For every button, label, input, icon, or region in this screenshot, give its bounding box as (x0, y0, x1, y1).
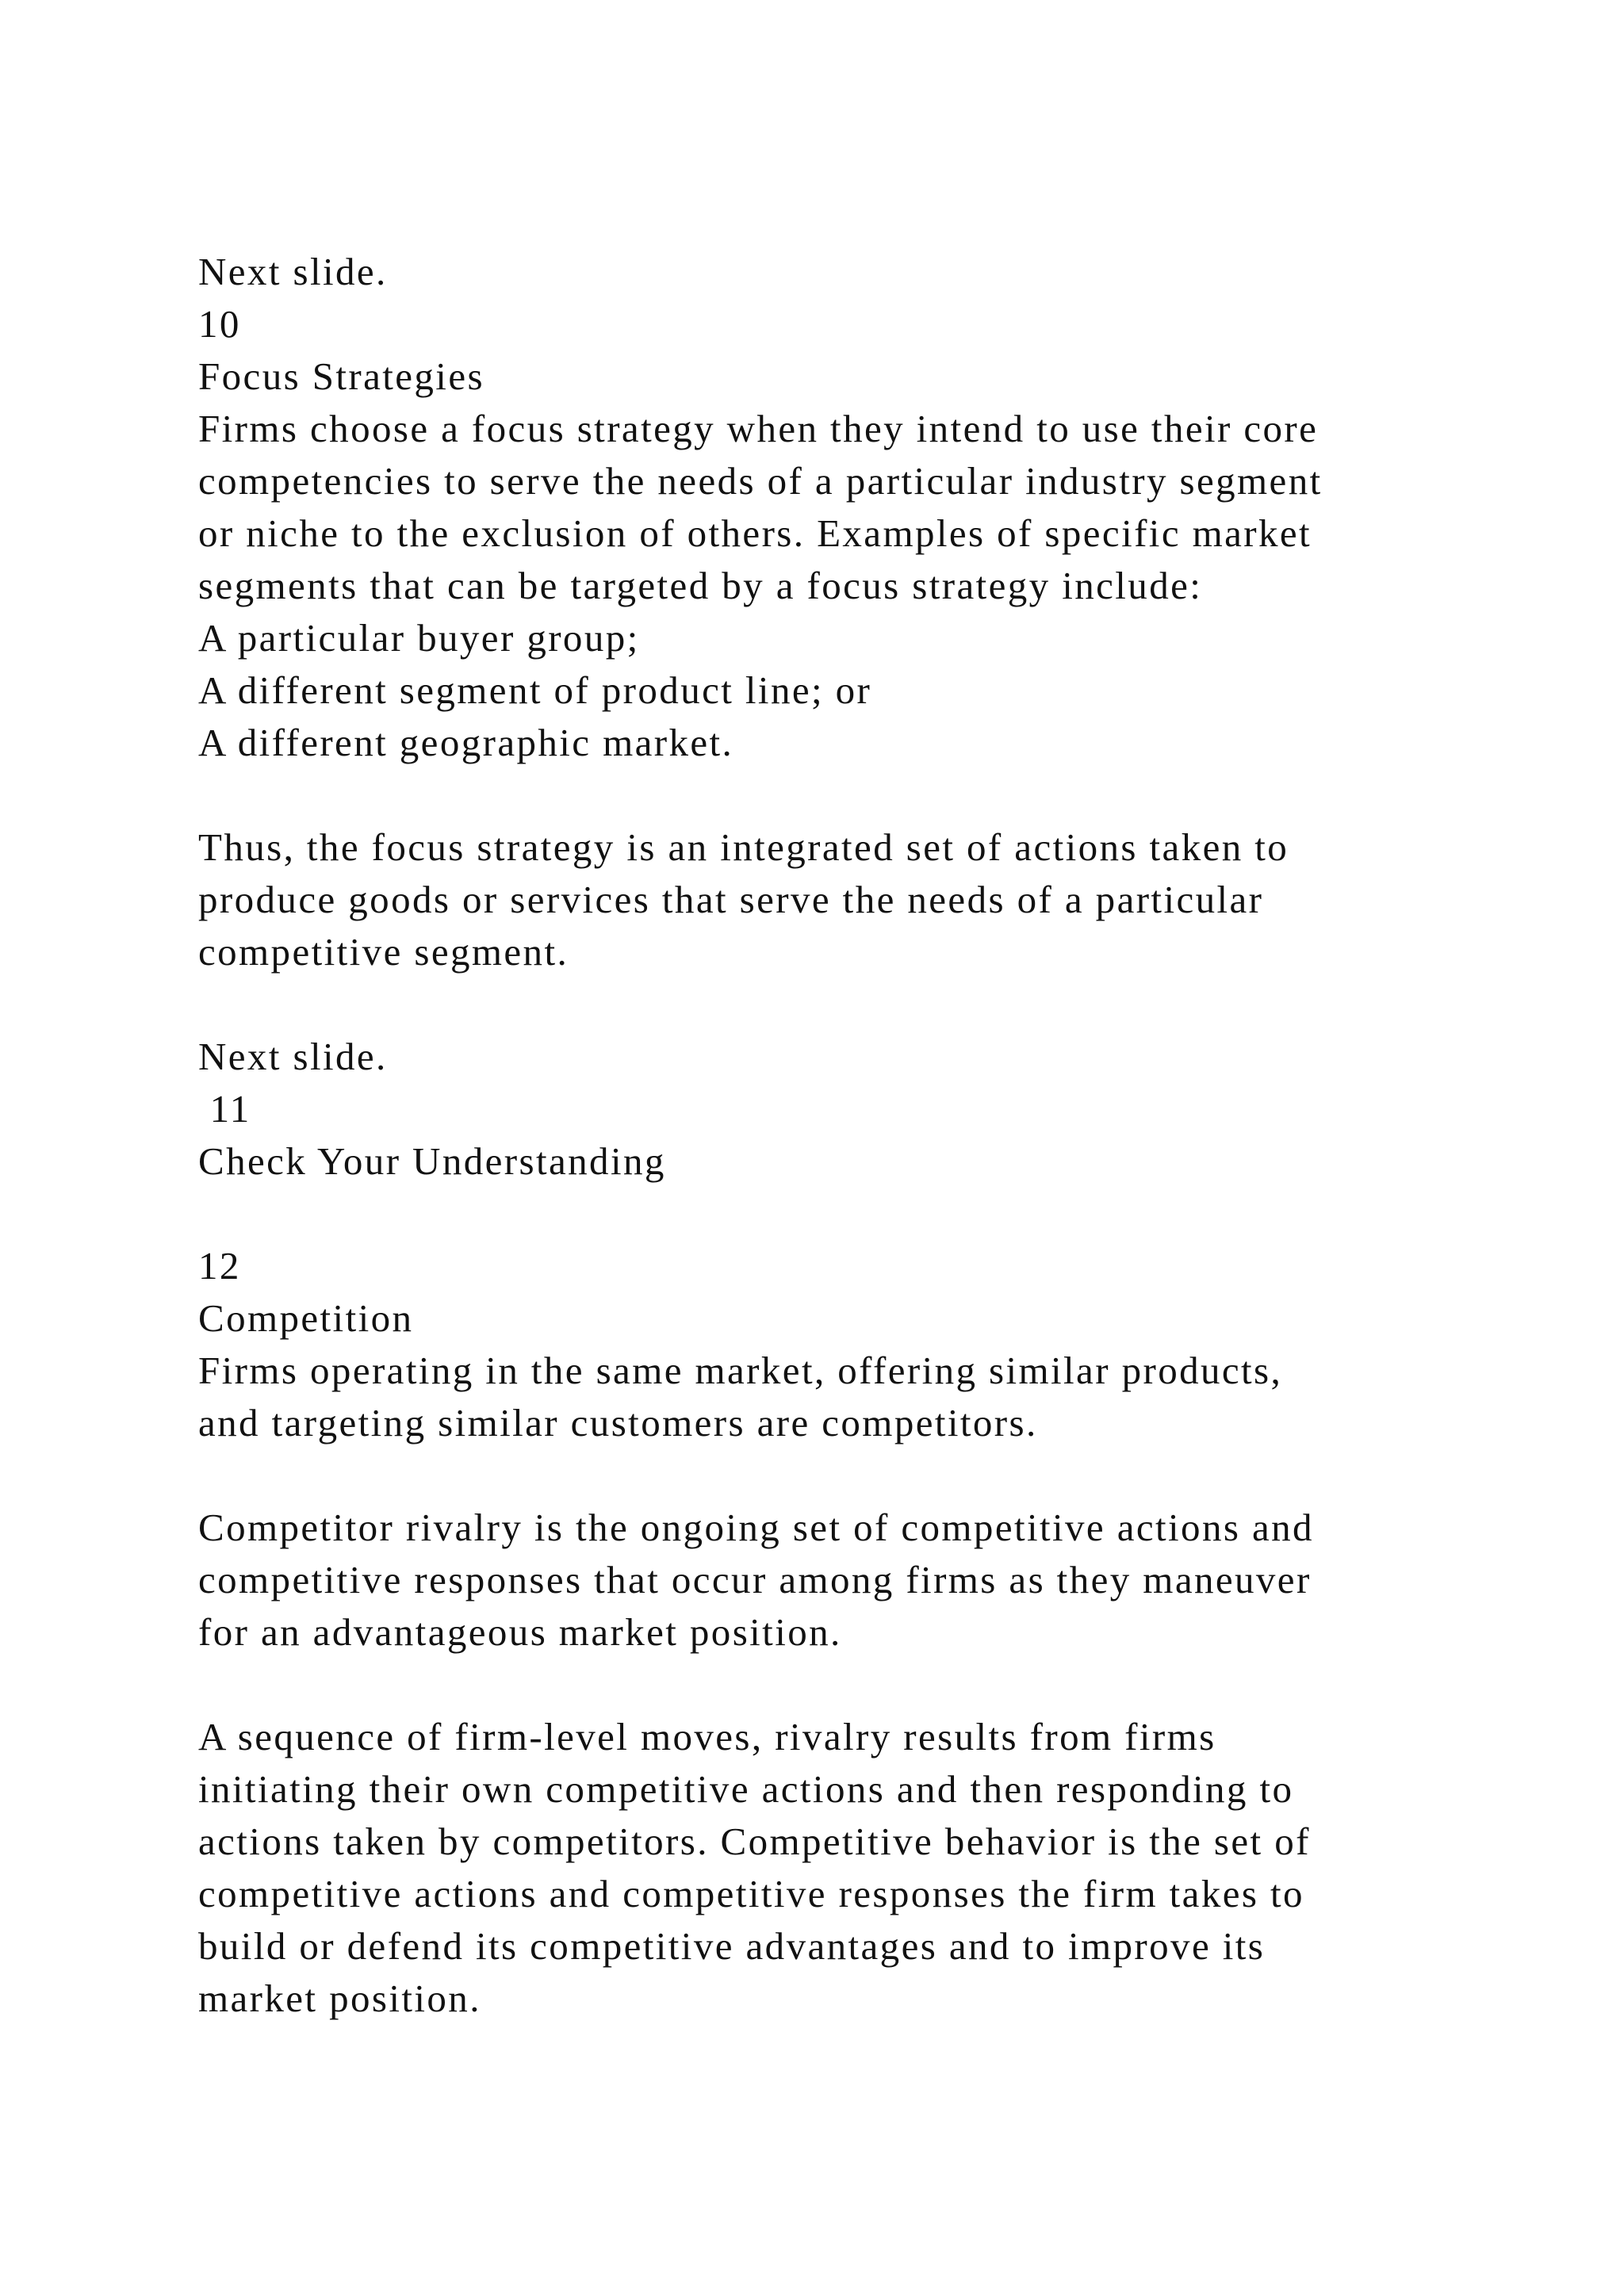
text-line: actions taken by competitors. Competitive behavior is the set of (198, 1820, 1311, 1863)
text-line: A sequence of firm-level moves, rivalry results from firms (198, 1715, 1216, 1758)
text-line: and targeting similar customers are competitors. (198, 1401, 1038, 1445)
text-line: competencies to serve the needs of a particular industry segment (198, 459, 1323, 503)
text-line: for an advantageous market position. (198, 1610, 842, 1654)
blank-line (198, 1659, 1507, 1711)
blank-line (198, 978, 1507, 1031)
text-line: Thus, the focus strategy is an integrated set of actions taken to (198, 825, 1289, 869)
text-line: segments that can be targeted by a focus strategy include: (198, 564, 1203, 607)
text-line: Next slide. (198, 250, 388, 293)
section-heading: Check Your Understanding (198, 1139, 666, 1183)
text-line: competitive segment. (198, 930, 569, 974)
blank-line (198, 769, 1507, 821)
slide-number: 12 (198, 1244, 241, 1288)
blank-line (198, 1188, 1507, 1240)
text-line: produce goods or services that serve the needs of a particular (198, 878, 1264, 921)
text-line: market position. (198, 1976, 481, 2020)
section-heading: Competition (198, 1296, 414, 1340)
text-line: Competitor rivalry is the ongoing set of competitive actions and (198, 1506, 1314, 1549)
text-line: Next slide. (198, 1035, 388, 1078)
slide-number: 11 (198, 1087, 251, 1131)
document-text (198, 246, 1507, 2025)
list-item: A particular buyer group; (198, 616, 640, 660)
list-item: A different segment of product line; or (198, 668, 872, 712)
slide-number: 10 (198, 302, 241, 346)
section-heading: Focus Strategies (198, 354, 485, 398)
text-line: competitive actions and competitive responses the firm takes to (198, 1872, 1304, 1915)
text-line: initiating their own competitive actions and then responding to (198, 1767, 1294, 1811)
text-line: Firms operating in the same market, offering similar products, (198, 1349, 1283, 1392)
text-line: or niche to the exclusion of others. Examples of specific market (198, 511, 1312, 555)
text-line: competitive responses that occur among firms as they maneuver (198, 1558, 1312, 1601)
list-item: A different geographic market. (198, 721, 734, 764)
text-line: build or defend its competitive advantages and to improve its (198, 1924, 1266, 1968)
text-line: Firms choose a focus strategy when they intend to use their core (198, 407, 1319, 450)
blank-line (198, 1449, 1507, 1502)
